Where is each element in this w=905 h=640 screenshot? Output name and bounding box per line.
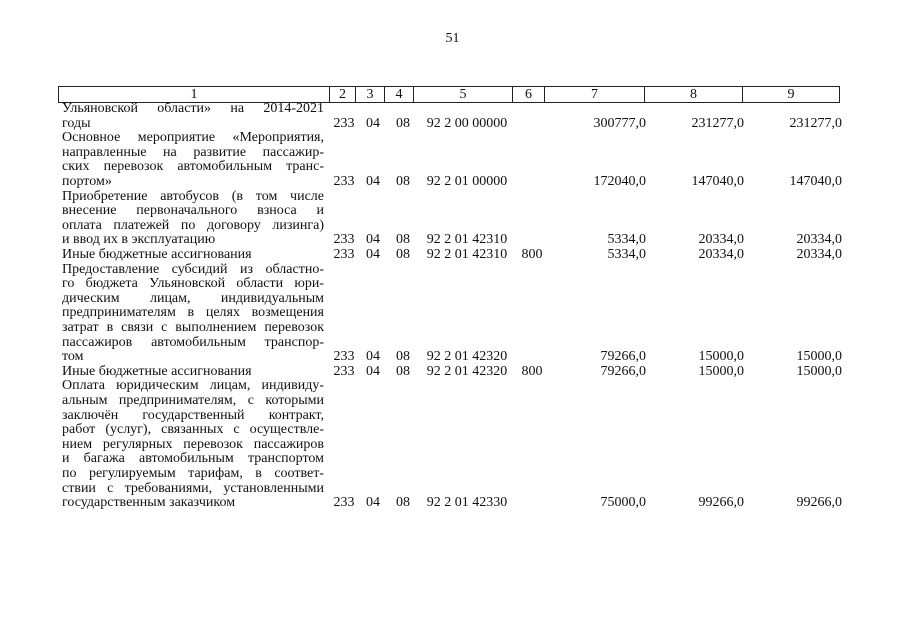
description-line: пассажиров автомобильным транспор- [62, 335, 324, 350]
cell-col-4: 08 [396, 363, 410, 379]
table-row [0, 365, 905, 380]
description-line: Основное мероприятие «Мероприятия, [62, 131, 324, 146]
row-description [62, 263, 324, 365]
cell-col-2: 233 [333, 363, 355, 379]
cell-col-8: 147040,0 [691, 173, 744, 189]
description-line: Ульяновской области» на 2014-2021 [62, 102, 324, 116]
cell-col-8: 99266,0 [698, 495, 744, 511]
cell-col-5: 92 2 01 42320 [426, 363, 508, 379]
cell-col-7: 75000,0 [600, 495, 646, 511]
description-line: альным предпринимателям, с которыми [62, 393, 324, 408]
table-row [0, 102, 905, 131]
description-line: по регулируемым тарифам, в соответ- [62, 466, 324, 481]
cell-col-9: 20334,0 [796, 247, 842, 262]
cell-col-3: 04 [366, 349, 380, 365]
description-line: Приобретение автобусов (в том числе [62, 189, 324, 204]
description-line: ствии с требованиями, установленными [62, 481, 324, 496]
header-col-9: 9 [743, 87, 840, 103]
cell-col-7: 172040,0 [593, 173, 646, 189]
cell-col-7: 5334,0 [607, 247, 646, 262]
cell-col-5: 92 2 00 00000 [426, 115, 508, 131]
table-row [0, 190, 905, 248]
cell-col-2: 233 [333, 495, 355, 511]
cell-col-4: 08 [396, 247, 410, 262]
description-line: оплата платежей по договору лизинга) [62, 218, 324, 233]
cell-col-7: 300777,0 [593, 115, 646, 131]
cell-col-5: 92 2 01 42310 [426, 247, 508, 262]
cell-col-7: 79266,0 [600, 363, 646, 379]
cell-col-9: 15000,0 [796, 349, 842, 365]
description-line: внесение первоначального взноса и [62, 204, 324, 219]
cell-col-8: 15000,0 [698, 363, 744, 379]
cell-col-3: 04 [366, 247, 380, 262]
description-line: нием регулярных перевозок пассажиров [62, 437, 324, 452]
cell-col-9: 15000,0 [796, 363, 842, 379]
cell-col-9: 231277,0 [789, 115, 842, 131]
cell-col-2: 233 [333, 247, 355, 262]
description-line: го бюджета Ульяновской области юри- [62, 277, 324, 292]
header-col-8: 8 [645, 87, 743, 103]
table-row [0, 131, 905, 189]
cell-col-6: 800 [521, 247, 543, 262]
cell-col-3: 04 [366, 363, 380, 379]
description-line: Иные бюджетные ассигнования [62, 364, 252, 379]
row-description [62, 379, 324, 510]
cell-col-8: 231277,0 [691, 115, 744, 131]
header-col-5: 5 [414, 87, 513, 103]
cell-col-2: 233 [333, 349, 355, 365]
cell-col-8: 15000,0 [698, 349, 744, 365]
cell-col-5: 92 2 01 00000 [426, 173, 508, 189]
cell-col-4: 08 [396, 232, 410, 248]
description-line: Предоставление субсидий из областно- [62, 262, 324, 277]
column-number-header [58, 86, 840, 103]
cell-col-3: 04 [366, 115, 380, 131]
cell-col-3: 04 [366, 232, 380, 248]
cell-col-8: 20334,0 [698, 232, 744, 248]
description-line: портом» [62, 174, 112, 189]
row-description [62, 102, 324, 131]
cell-col-9: 147040,0 [789, 173, 842, 189]
description-line: Оплата юридическим лицам, индивиду- [62, 379, 324, 394]
cell-col-4: 08 [396, 115, 410, 131]
description-line: дическим лицам, индивидуальным [62, 291, 324, 306]
cell-col-2: 233 [333, 115, 355, 131]
row-description [62, 131, 324, 189]
header-col-1: 1 [59, 87, 330, 103]
description-line: предпринимателям в целях возмещения [62, 306, 324, 321]
cell-col-3: 04 [366, 173, 380, 189]
description-line: и багажа автомобильным транспортом [62, 452, 324, 467]
header-col-2: 2 [330, 87, 356, 103]
description-line: годы [62, 116, 91, 131]
description-line: и ввод их в эксплуатацию [62, 233, 216, 248]
cell-col-2: 233 [333, 173, 355, 189]
cell-col-5: 92 2 01 42330 [426, 495, 508, 511]
cell-col-7: 5334,0 [607, 232, 646, 248]
description-line: работ (услуг), связанных с осуществле- [62, 423, 324, 438]
cell-col-8: 20334,0 [698, 247, 744, 262]
cell-col-9: 20334,0 [796, 232, 842, 248]
cell-col-4: 08 [396, 173, 410, 189]
cell-col-4: 08 [396, 349, 410, 365]
table-row [0, 248, 905, 263]
cell-col-9: 99266,0 [796, 495, 842, 511]
header-col-7: 7 [545, 87, 645, 103]
description-line: ских перевозок автомобильным транс- [62, 160, 324, 175]
table-row [0, 263, 905, 365]
header-col-3: 3 [356, 87, 385, 103]
cell-col-7: 79266,0 [600, 349, 646, 365]
description-line: затрат в связи с выполнением перевозок [62, 320, 324, 335]
description-line: том [62, 350, 84, 365]
description-line: государственным заказчиком [62, 496, 236, 511]
description-line: Иные бюджетные ассигнования [62, 248, 252, 262]
cell-col-2: 233 [333, 232, 355, 248]
row-description [62, 190, 324, 248]
row-description [62, 248, 324, 263]
row-description [62, 365, 324, 380]
cell-col-5: 92 2 01 42310 [426, 232, 508, 248]
description-line: направленные на развитие пассажир- [62, 145, 324, 160]
page-number: 51 [445, 31, 460, 46]
table-row [0, 379, 905, 510]
description-line: заключён государственный контракт, [62, 408, 324, 423]
header-col-6: 6 [513, 87, 545, 103]
cell-col-3: 04 [366, 495, 380, 511]
cell-col-5: 92 2 01 42320 [426, 349, 508, 365]
header-col-4: 4 [385, 87, 414, 103]
cell-col-6: 800 [521, 363, 543, 379]
cell-col-4: 08 [396, 495, 410, 511]
